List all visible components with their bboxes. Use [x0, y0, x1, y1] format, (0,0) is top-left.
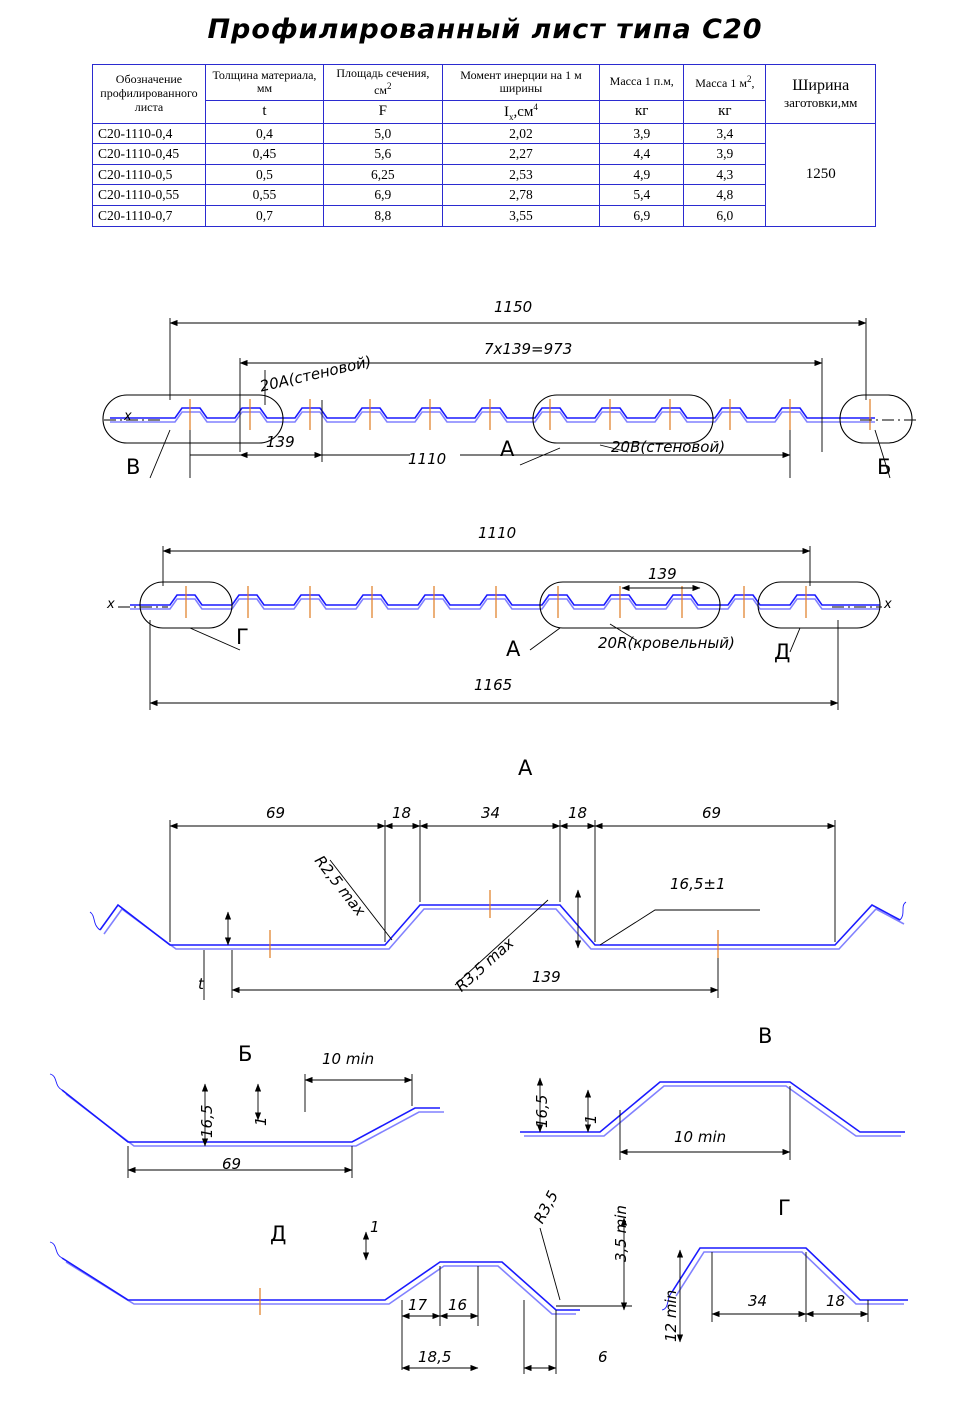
detail-g-dim-18: 18 — [826, 1292, 846, 1310]
cell-ix: 2,02 — [442, 123, 600, 144]
detail-g-caption: Г — [778, 1196, 791, 1220]
cell-t: 0,7 — [205, 206, 323, 227]
detail-d-dim-1: 1 — [370, 1218, 380, 1236]
cell-f: 8,8 — [324, 206, 443, 227]
detail-v-dim-165: 16,5 — [533, 1094, 551, 1128]
table-row — [93, 164, 876, 185]
roof-node-d: Д — [774, 640, 791, 664]
detail-d-radius-35: R3,5 — [530, 1187, 562, 1227]
cell-mm2: 6,0 — [684, 206, 766, 227]
detail-b-caption: Б — [238, 1042, 253, 1066]
roof-dim-139: 139 — [648, 565, 677, 583]
detail-b-dim-69: 69 — [222, 1155, 242, 1173]
detail-a-caption: А — [518, 756, 533, 780]
subheader-kg1: кг — [600, 100, 684, 123]
wall-node-a: А — [500, 437, 515, 461]
detail-g-dim-12min: 12 min — [662, 1289, 680, 1342]
cell-f: 5,0 — [324, 123, 443, 144]
detail-a-dim-18r: 18 — [568, 804, 588, 822]
cell-mark: С20-1110-0,4 — [93, 123, 206, 144]
roof-type-20r: 20R(кровельный) — [598, 634, 735, 652]
wall-axis-x: x — [124, 409, 132, 424]
roof-dim-1110: 1110 — [478, 524, 517, 542]
subheader-f: F — [324, 100, 443, 123]
table-row — [93, 206, 876, 227]
cell-f: 5,6 — [324, 144, 443, 165]
cell-ix: 3,55 — [442, 206, 600, 227]
roof-node-a: А — [506, 637, 521, 661]
detail-d-dim-16: 16 — [448, 1296, 468, 1314]
roof-profile-line — [130, 595, 880, 609]
cell-t: 0,4 — [205, 123, 323, 144]
cell-mark: С20-1110-0,55 — [93, 185, 206, 206]
cell-mark: С20-1110-0,7 — [93, 206, 206, 227]
header-blank-width: Ширина заготовки,мм — [766, 65, 876, 124]
detail-a-dim-34: 34 — [481, 804, 501, 822]
detail-g-dim-34: 34 — [748, 1292, 768, 1310]
detail-d-profile — [62, 1258, 580, 1314]
header-inertia: Момент инерции на 1 м ширины — [442, 65, 600, 101]
table-header-row — [93, 65, 876, 101]
detail-d-caption: Д — [270, 1222, 287, 1246]
header-area: Площадь сечения, $см^2$ — [324, 65, 443, 101]
header-mass-m2: Масса 1 $м^2$, — [684, 65, 766, 101]
cell-mm2: 3,4 — [684, 123, 766, 144]
cell-ix: 2,53 — [442, 164, 600, 185]
subheader-t: t — [205, 100, 323, 123]
detail-b-dim-10min: 10 min — [322, 1050, 375, 1068]
cell-mm2: 4,3 — [684, 164, 766, 185]
roof-detail-ellipse-left — [140, 582, 232, 628]
detail-a-radius-35: R3,5 max — [452, 934, 518, 996]
cell-blank-width: 1250 — [766, 123, 876, 226]
cell-mark: С20-1110-0,45 — [93, 144, 206, 165]
wall-node-b: Б — [877, 455, 892, 479]
cell-ix: 2,78 — [442, 185, 600, 206]
table-row — [93, 123, 876, 144]
subheader-kg2: кг — [684, 100, 766, 123]
detail-a-thickness: t — [198, 975, 204, 993]
detail-a-dim-69l: 69 — [266, 804, 286, 822]
header-mass-pm: Масса 1 п.м, — [600, 65, 684, 101]
detail-g-profile — [672, 1248, 908, 1304]
cell-mm2: 4,8 — [684, 185, 766, 206]
detail-v-dim-10min: 10 min — [674, 1128, 727, 1146]
cell-f: 6,9 — [324, 185, 443, 206]
table-row — [93, 144, 876, 165]
cell-mpm: 6,9 — [600, 206, 684, 227]
roof-detail-ellipse-right — [758, 582, 880, 628]
table-row — [93, 185, 876, 206]
cell-mpm: 4,9 — [600, 164, 684, 185]
cell-t: 0,45 — [205, 144, 323, 165]
cell-t: 0,55 — [205, 185, 323, 206]
detail-a-span-139: 139 — [532, 968, 561, 986]
roof-axis-x-left: x — [107, 597, 115, 612]
wall-dim-139: 139 — [266, 433, 295, 451]
cell-mm2: 3,9 — [684, 144, 766, 165]
wall-dim-pitch: 7x139=973 — [484, 340, 573, 358]
wall-type-20a: 20А(стеновой) — [258, 352, 374, 396]
detail-v-dim-1: 1 — [582, 1114, 600, 1124]
detail-v-caption: В — [758, 1024, 773, 1048]
roof-detail-ellipse-mid — [540, 582, 720, 628]
cell-ix: 2,27 — [442, 144, 600, 165]
cell-mpm: 5,4 — [600, 185, 684, 206]
detail-a-radius-25: R2,5 max — [310, 852, 370, 920]
wall-detail-ellipse-right — [840, 395, 912, 443]
cell-f: 6,25 — [324, 164, 443, 185]
detail-b-dim-1: 1 — [252, 1116, 270, 1126]
header-mark: Обозначение профилированного листа — [93, 65, 206, 124]
wall-type-20b: 20В(стеновой) — [611, 438, 726, 456]
subheader-ix: $I_x,см^4$ — [442, 100, 600, 123]
detail-d-dim-6: 6 — [598, 1348, 608, 1366]
wall-dim-1150: 1150 — [494, 298, 533, 316]
wall-detail-ellipse-mid — [533, 395, 713, 443]
roof-axis-x-right: x — [884, 597, 892, 612]
cell-mpm: 3,9 — [600, 123, 684, 144]
table-subheader-row — [93, 100, 876, 123]
detail-d-dim-17: 17 — [408, 1296, 428, 1314]
detail-a-dim-18l: 18 — [392, 804, 412, 822]
wall-node-v: В — [126, 455, 141, 479]
roof-node-g: Г — [236, 625, 249, 649]
cell-t: 0,5 — [205, 164, 323, 185]
detail-a-height: 16,5±1 — [670, 875, 726, 893]
detail-d-dim-185: 18,5 — [418, 1348, 452, 1366]
detail-d-dim-35min: 3,5 min — [612, 1205, 630, 1262]
detail-b-dim-165: 16,5 — [198, 1104, 216, 1138]
roof-dim-1165: 1165 — [474, 676, 513, 694]
wall-profile-line — [110, 408, 875, 422]
wall-dim-1110: 1110 — [408, 450, 447, 468]
spec-table — [92, 64, 876, 227]
page-title: Профилированный лист типа С20 — [207, 14, 763, 45]
cell-mpm: 4,4 — [600, 144, 684, 165]
header-thickness: Толщина материала, мм — [205, 65, 323, 101]
detail-a-dim-69r: 69 — [702, 804, 722, 822]
cell-mark: С20-1110-0,5 — [93, 164, 206, 185]
